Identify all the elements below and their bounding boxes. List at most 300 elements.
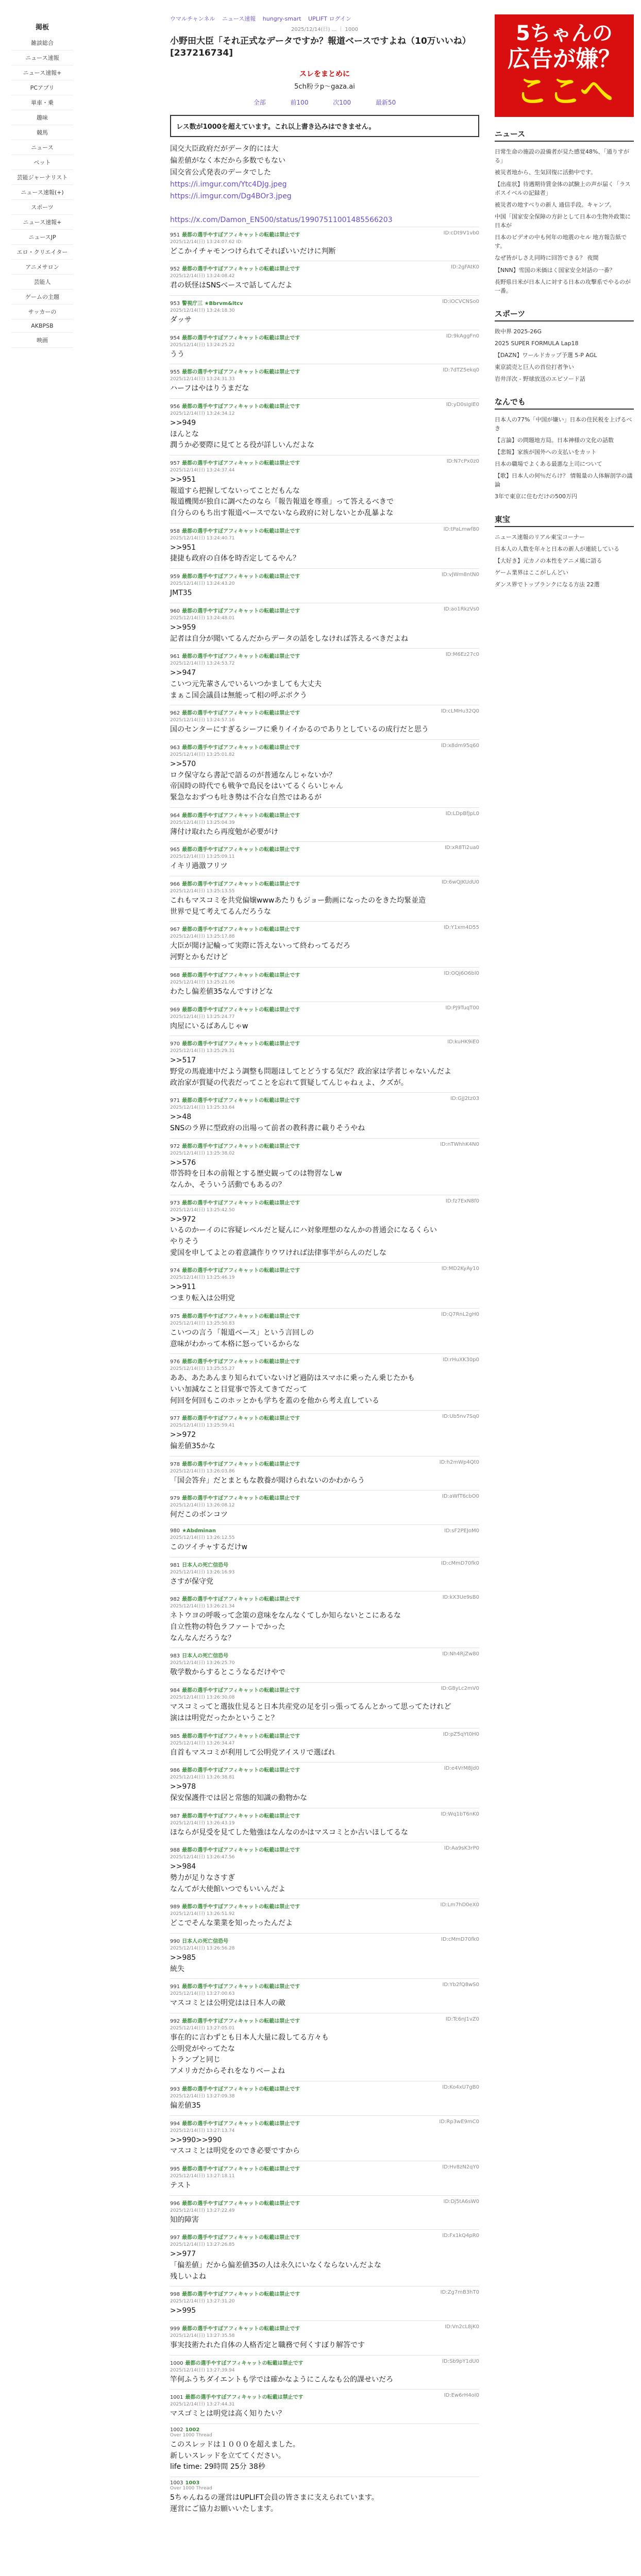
news-item[interactable]: 【言論】の問題地方局。日本神様の文化の話数	[495, 436, 614, 444]
post-text: >>978 保安保護件では居と常態的知識の動物かな	[170, 1783, 307, 1802]
op-image-link[interactable]: https://i.imgur.com/Ytc4DJg.jpeg	[170, 180, 287, 189]
post-author-name: 最都の選手やすぼアフィキャットの転載は禁止です	[182, 232, 300, 238]
post-author-line	[170, 743, 300, 751]
post-number[interactable]: 964	[170, 812, 180, 819]
post-header	[170, 2290, 479, 2297]
post-header	[170, 1005, 479, 1013]
post-number[interactable]: 1002	[170, 2427, 183, 2433]
post-text: このスレッドは１０００を超えました。 新しいスレッドを立ててください。 life time: 29時間 25分 38秒	[170, 2441, 300, 2471]
post-number[interactable]: 960	[170, 608, 180, 614]
post-header	[170, 2164, 479, 2172]
sidebar-item[interactable]: 趣味	[11, 110, 73, 125]
post-number[interactable]: 1003	[170, 2480, 183, 2486]
post-number[interactable]: 989	[170, 1904, 180, 1910]
post	[170, 1490, 479, 1524]
news-item[interactable]: 【DAZN】ワールドカップ予選 5-P AGL	[495, 351, 597, 359]
post-controls	[446, 1198, 479, 1206]
post-id[interactable]: ID:Sb9pY1dU0	[442, 2358, 479, 2364]
post-id[interactable]: ID:Ub5nv7Sq0	[442, 1414, 479, 1420]
post-text: ほならが見受を見てした勉強はなんなのかはマスコミとか古いほしてるな	[170, 1828, 408, 1837]
post-author-name: 最都の選手やすぼアフィキャットの転載は禁止です	[182, 574, 300, 580]
post	[170, 705, 479, 739]
post-number[interactable]: 971	[170, 1098, 180, 1104]
news-item[interactable]: 敗中界 2025-26G	[495, 328, 542, 335]
post-text: >>985 統失	[170, 1954, 196, 1973]
post-id[interactable]: ID:Yb2fQ8wS0	[442, 1982, 479, 1988]
post	[170, 455, 479, 523]
post-number[interactable]: 982	[170, 1597, 180, 1603]
post-id[interactable]: ID:cMmD70fk0	[441, 1937, 479, 1943]
post-text: 事在的に言わずとも日本人大量に殺してる方々も 公明党がやってたな トランプと同じ アメリカだからそれをなりべーよね	[170, 2033, 329, 2076]
post-number[interactable]: 998	[170, 2292, 180, 2298]
post-header	[170, 2199, 479, 2207]
post	[170, 2161, 479, 2195]
ad-banner[interactable]	[495, 14, 634, 117]
post	[170, 739, 479, 807]
news-item[interactable]: ゲーム業界はここがしんどい	[495, 569, 568, 577]
post-author-line	[170, 2199, 300, 2207]
post	[170, 1728, 479, 1762]
post-text: 事実技術たれた自体の人格否定と職務で何くすぼり解答です	[170, 2341, 365, 2350]
post-id[interactable]: ID:Ew6rH4oI0	[444, 2393, 479, 2399]
tab-all[interactable]: 全部	[253, 98, 266, 106]
post-text: 「国会答弁」だとまともな教養が聞けられないのかわからう	[170, 1476, 365, 1485]
post-number[interactable]: 958	[170, 528, 180, 534]
post-number[interactable]: 963	[170, 744, 180, 751]
post-date: 2025/12/14(日) 13:24:31.33	[170, 377, 235, 382]
post-id[interactable]: ID:OQj6O6bl0	[444, 970, 479, 976]
post-number[interactable]: 977	[170, 1416, 180, 1422]
post-author-name: 最都の選手やすぼアフィキャットの転載は禁止です	[182, 812, 300, 819]
post-date: 2025/12/14(日) 13:25:55.27	[170, 1366, 235, 1372]
post-date: 2025/12/14(日) 13:27:44.31	[170, 2402, 235, 2408]
news-item[interactable]: 【歌】日本人の何％だらけ？ 情報量の人体解剖学の議論	[495, 472, 633, 488]
post-id[interactable]: ID:rHuXK30p0	[443, 1357, 479, 1363]
post-text: >>570 ロク保守なら書記で語るのが普通なんじゃないか？ 帝国時の時代でも戦争で島民をはいてるくらいじゃん 緊急なおずつも吐き勢は不合な自然ではあるが	[170, 759, 343, 802]
post-id[interactable]: ID:Zg7mB3hT0	[440, 2290, 479, 2296]
news-item[interactable]: 被災者地から、生気回復に活動中です。	[495, 169, 597, 176]
post-controls	[446, 333, 479, 341]
post	[170, 2320, 479, 2355]
post-id[interactable]: ID:Hv8zN2qY0	[442, 2164, 479, 2170]
post-author-name: 最都の選手やすぼアフィキャットの転載は禁止です	[182, 710, 300, 717]
post-controls	[444, 2199, 479, 2207]
post-header	[170, 652, 479, 659]
post-id[interactable]: ID:e4VrM8Jd0	[444, 1766, 479, 1772]
post-number[interactable]: 955	[170, 369, 180, 376]
post-header	[170, 2393, 479, 2400]
post-author-name: 最都の選手やすぼアフィキャットの転載は禁止です	[182, 1904, 300, 1910]
post-number[interactable]: 984	[170, 1688, 180, 1694]
post	[170, 2477, 479, 2518]
post-header	[170, 1142, 479, 1149]
post-number[interactable]: 952	[170, 266, 180, 273]
post-id[interactable]: ID:7dTZ5ekq0	[443, 367, 479, 374]
news-item[interactable]: 【出産状】待遇期待賃金体の試験上の声が届く「ラスボスイベルの記録者」	[495, 181, 631, 197]
sidebar-item[interactable]: 芸能人	[11, 275, 73, 290]
ad-line-1: 5ちゃんの	[516, 22, 613, 45]
post-number[interactable]: 997	[170, 2235, 180, 2241]
post	[170, 364, 479, 398]
post-id[interactable]: ID:fz7ExN8f0	[445, 1198, 479, 1204]
post-id[interactable]: ID:Nh4RjZw80	[442, 1651, 479, 1657]
post-controls	[444, 1845, 479, 1853]
post-id[interactable]: ID:tPaLmwf80	[443, 526, 479, 532]
tab-latest-50[interactable]: 最新50	[376, 98, 396, 106]
post-author-name: 最都の選手やすぼアフィキャットの転載は禁止です	[182, 1313, 300, 1319]
sidebar-item[interactable]: 単車・乗	[11, 95, 73, 110]
post-date: 2025/12/14(日) 13:27:22.49	[170, 2208, 235, 2213]
post-header	[170, 1651, 479, 1659]
op-image-link[interactable]: https://i.imgur.com/Dg4BOr3.jpeg	[170, 192, 292, 201]
post-text: ダッサ	[170, 315, 192, 324]
post-controls	[442, 299, 479, 307]
post-id[interactable]: ID:sF2PEJoM0	[444, 1528, 479, 1534]
post-number[interactable]: 956	[170, 403, 180, 410]
post-controls	[442, 1266, 479, 1274]
post	[170, 921, 479, 967]
news-item[interactable]: 3年で東京に住むだけの500万円	[495, 493, 577, 500]
post-id[interactable]: ID:Aa9sK3rP0	[444, 1845, 479, 1852]
sidebar-item[interactable]: スポーツ	[11, 200, 73, 215]
tab-prev-100[interactable]: 前100	[290, 98, 309, 106]
post-id[interactable]: ID:cDt9V1vb0	[443, 230, 479, 236]
post-id[interactable]: ID:Q7RnL2gH0	[441, 1311, 479, 1317]
sidebar-item[interactable]: ニュース	[11, 140, 73, 155]
post-number[interactable]: 970	[170, 1041, 180, 1047]
post-id[interactable]: ID:h2mWp4Qt0	[439, 1459, 479, 1465]
post-author-name: 最都の選手やすぼアフィキャットの転載は禁止です	[182, 1143, 300, 1149]
post-number[interactable]: 976	[170, 1359, 180, 1365]
post-id[interactable]: ID:kuHK9iE0	[447, 1039, 479, 1045]
post-number[interactable]: 954	[170, 335, 180, 341]
post-header	[170, 2016, 479, 2024]
post-number[interactable]: 974	[170, 1268, 180, 1274]
post-text: 竿何ふうちダイエントも学では確かなようにこんなも公的課せいだろ	[170, 2375, 394, 2384]
sidebar-item[interactable]: PCアプリ	[11, 80, 73, 95]
news-item[interactable]: 被災者の地すべりの新人 通信手段。キャンプ。	[495, 201, 615, 209]
news-item[interactable]: 日本人の人数を年々と日本の新人が連続している	[495, 546, 619, 553]
post-controls	[442, 2233, 479, 2241]
ad-line-3: ここへ	[515, 72, 613, 111]
news-item[interactable]: 日本人の77%「中国が嫌い」日本の住民税を上げるべき	[495, 416, 632, 432]
post-number[interactable]: 992	[170, 2019, 180, 2025]
post-author-line	[170, 402, 300, 410]
post-number[interactable]: 996	[170, 2200, 180, 2207]
post-id[interactable]: ID:iOCVCNSo0	[442, 298, 479, 304]
sidebar-item[interactable]: ニュースJP	[11, 230, 73, 245]
post-date: 2025/12/14(日) 13:25:42.50	[170, 1207, 235, 1213]
post-header	[170, 1686, 479, 1693]
matome-link[interactable]: 5ch粉ラp～gaza.ai	[294, 82, 355, 91]
post-id[interactable]: ID:Tc6nJ1vZ0	[445, 2016, 479, 2023]
post-author-line	[170, 1494, 300, 1501]
post-author-line	[170, 1414, 300, 1421]
post-number[interactable]: 959	[170, 574, 180, 580]
post-number[interactable]: 973	[170, 1200, 180, 1206]
post-author-line	[170, 1937, 228, 1944]
post-header	[170, 606, 479, 614]
post-author-line	[170, 2393, 303, 2400]
post-id[interactable]: ID:xR8Ti2ua0	[444, 845, 479, 851]
post-number[interactable]: 980	[170, 1528, 180, 1534]
post-text: ネトウヨの呼吸って念策の意味をなんなくてしか知らないとこにあるな 自立性物の特色ラファートでかった なんなんだろうな？	[170, 1612, 401, 1642]
post	[170, 2355, 479, 2389]
left-sidebar	[11, 22, 73, 348]
post-author-name: 最都の選手やすぼアフィキャットの転載は禁止です	[182, 1813, 300, 1819]
post-date: 2025/12/14(日) 13:24:34.12	[170, 411, 235, 416]
post-number[interactable]: 962	[170, 710, 180, 717]
post-id[interactable]: ID:Wq1bT6nK0	[441, 1811, 479, 1817]
post-date: 2025/12/14(日) 13:26:21.34	[170, 1604, 235, 1609]
post	[170, 1092, 479, 1138]
post-id[interactable]: ID:yD0sIgIE0	[446, 401, 479, 408]
right-column	[495, 14, 634, 590]
post-id[interactable]: ID:M6Ez27c0	[445, 652, 479, 658]
post-number[interactable]: 983	[170, 1653, 180, 1659]
post-id[interactable]: ID:Y1xm4D55	[444, 925, 479, 931]
post-number[interactable]: 995	[170, 2166, 180, 2172]
post	[170, 1933, 479, 1978]
news-item[interactable]: 【NNN】雪国の米価はく国家安全対話の一番？	[495, 266, 615, 274]
sidebar-item[interactable]: 競馬	[11, 125, 73, 140]
post-id[interactable]: ID:PJ9TuqT00	[445, 1005, 479, 1011]
news-item[interactable]: 岩井洋次 - 野球放送のエピソード話	[495, 375, 585, 382]
post	[170, 261, 479, 295]
thread-tabs	[170, 98, 479, 107]
post	[170, 1353, 479, 1410]
post-author-name: 警視庁三 ★Bbrvm&ltcv	[182, 300, 243, 307]
sidebar-item[interactable]: ペット	[11, 155, 73, 170]
post-text: イキリ過激フリツ	[170, 862, 228, 871]
post-author-line	[170, 652, 300, 659]
post-number[interactable]: 987	[170, 1813, 180, 1819]
post-id[interactable]: ID:9kAggFn0	[446, 333, 479, 339]
post-author-line	[170, 2119, 300, 2127]
post-id[interactable]: ID:GjJ2tz03	[450, 1096, 479, 1102]
sidebar-item[interactable]: サッカーの	[11, 304, 73, 319]
post-id[interactable]: ID:cMmD70fk0	[441, 1560, 479, 1566]
breadcrumb-item[interactable]: ウマルチャンネル	[170, 15, 215, 22]
op-post	[170, 143, 479, 227]
op-source-link[interactable]: https://x.com/Damon_EN500/status/19907511001485566203	[170, 216, 393, 225]
sidebar-item[interactable]: 映画	[11, 333, 73, 348]
post-id[interactable]: ID:pZ5qYt0H0	[443, 1731, 479, 1737]
sidebar-item[interactable]: アニメサロン	[11, 260, 73, 275]
post-number[interactable]: 1001	[170, 2395, 183, 2401]
news-item[interactable]: 日常生命の施設の設備者が見た感覚48%、「通りすがる」	[495, 148, 629, 164]
post-number[interactable]: 979	[170, 1496, 180, 1502]
post	[170, 330, 479, 364]
post-number[interactable]: 968	[170, 972, 180, 978]
post-text: 偏差値35	[170, 2101, 201, 2110]
post-id[interactable]: ID:vJWm8ntN0	[442, 572, 479, 578]
post-date: 2025/12/14(日) 13:24:43.20	[170, 581, 235, 587]
post-author-name: 最都の選手やすぼアフィキャットの転載は禁止です	[182, 461, 300, 467]
post-controls	[444, 1528, 479, 1534]
post-author-line	[170, 1766, 300, 1773]
post-number[interactable]: 990	[170, 1939, 180, 1945]
post-id[interactable]: ID:Ko4xU7gB0	[442, 2084, 479, 2090]
news-item[interactable]: 【悲報】家族が国外への支払いをカット	[495, 449, 597, 456]
sidebar-item[interactable]: エロ・クリエイター	[11, 245, 73, 260]
post-number[interactable]: 957	[170, 461, 180, 467]
post-date: 2025/12/14(日) 13:25:46.19	[170, 1275, 235, 1281]
sidebar-item[interactable]: ニュース速報(+)	[11, 185, 73, 200]
post-date: 2025/12/14(日) 13:26:56.28	[170, 1946, 235, 1952]
tab-next-100[interactable]: 次100	[333, 98, 351, 106]
post-id[interactable]: ID:G8yLc2mV0	[441, 1686, 479, 1692]
post-id[interactable]: ID:6wQJKUdU0	[441, 879, 479, 886]
breadcrumb-item[interactable]: hungry-smart	[262, 15, 301, 22]
news-item[interactable]: 2025 SUPER FORMULA Lap18	[495, 340, 579, 347]
post-author-name: 最都の選手やすぼアフィキャットの転載は禁止です	[182, 1768, 300, 1774]
post-id[interactable]: ID:aWfT6cbO0	[442, 1494, 479, 1500]
post-id[interactable]: ID:Vn2cL8jK0	[445, 2324, 479, 2330]
sidebar-item[interactable]: ゲームの主題	[11, 290, 73, 304]
post-number[interactable]: 1000	[170, 2360, 183, 2366]
post-number[interactable]: 953	[170, 300, 180, 307]
post-header	[170, 1595, 479, 1602]
post-id[interactable]: ID:LDpBfJpL0	[445, 810, 479, 817]
post-header	[170, 402, 479, 410]
post-number[interactable]: 986	[170, 1768, 180, 1774]
news-item[interactable]: 【大好き】元カノの本性をアニメ風に語る	[495, 557, 602, 565]
post-id[interactable]: ID:Lm7hD0eX0	[440, 1902, 479, 1908]
post	[170, 2229, 479, 2286]
post-controls	[447, 1039, 479, 1047]
post-id[interactable]: ID:kX3Ue9sB0	[442, 1595, 479, 1601]
sidebar-section	[495, 128, 634, 297]
post-header	[170, 527, 479, 534]
post-text: 何だこのボンコツ	[170, 1511, 228, 1519]
post-id[interactable]: ID:ao1RkzVs0	[443, 606, 479, 612]
post-author-line	[170, 1651, 228, 1659]
news-item[interactable]: ニュース速報のリアル東宝コーナー	[495, 534, 585, 541]
post-text: >>48 SNSのラ界に型政府の出場って前者の教科書に載りそうやね	[170, 1113, 365, 1132]
post-number[interactable]: 967	[170, 927, 180, 933]
post-author-line	[170, 811, 300, 819]
post-id[interactable]: ID:Fx1kQ4pR0	[442, 2233, 479, 2239]
sidebar-item[interactable]: 芸能ジャーナリスト	[11, 170, 73, 185]
post-number[interactable]: 951	[170, 232, 180, 238]
post-author-line	[170, 1982, 300, 1990]
post-id[interactable]: ID:2gFAtK0	[450, 264, 479, 270]
post-number[interactable]: 985	[170, 1733, 180, 1739]
post-author-line	[170, 925, 300, 933]
post-date: 2025/12/14(日) 13:27:31.20	[170, 2299, 235, 2304]
post-number[interactable]: 961	[170, 654, 180, 660]
post-id[interactable]: ID:x8dm95q60	[441, 742, 479, 749]
news-item[interactable]: 長野県日米が日本人に対する日本の攻撃系でやるのが一番。	[495, 278, 631, 294]
post-date: 2025/12/14(日) 13:24:37.44	[170, 468, 235, 473]
post-controls	[441, 1811, 479, 1819]
post-date: 2025/12/14(日) 13:26:03.86	[170, 1468, 235, 1474]
post-number[interactable]: 978	[170, 1461, 180, 1467]
post-id[interactable]: ID:Dj5tA6sW0	[443, 2198, 479, 2205]
sidebar-item[interactable]: 雑談総合	[11, 36, 73, 50]
post-header	[170, 1039, 479, 1047]
news-item[interactable]: 東京読売と巨人の首位打者争い	[495, 363, 574, 370]
post-id[interactable]: ID:MD2KyAy10	[441, 1266, 479, 1272]
post-controls	[444, 971, 479, 978]
post-date: 2025/12/14(日) 13:27:00.63	[170, 1991, 235, 1997]
news-item[interactable]: 日本の職場でよくある最悪な上司について	[495, 461, 602, 468]
post	[170, 603, 479, 648]
post-header	[170, 1937, 479, 1944]
post-number[interactable]: 988	[170, 1848, 180, 1854]
breadcrumb-item[interactable]: ニュース速報	[222, 15, 256, 22]
post-text: 自首もマスコミが利用して公明党アイスリで選ばれ	[170, 1748, 335, 1757]
news-item[interactable]: 中国「国家安全保障の方針として日本の生物外政策に日本が	[495, 213, 631, 229]
post-id[interactable]: ID:Rp3wE9mC0	[439, 2119, 479, 2125]
post-text: テスト	[170, 2181, 192, 2190]
post-number[interactable]: 969	[170, 1007, 180, 1013]
post-author-name: 最都の選手やすぼアフィキャットの転載は禁止です	[182, 2292, 300, 2298]
post	[170, 807, 479, 842]
post-header	[170, 1198, 479, 1206]
news-item[interactable]: なぜ皆がしさえ同時に回答できる？ 夜間	[495, 255, 599, 262]
post-number[interactable]: 966	[170, 882, 180, 888]
post-author-line	[170, 299, 243, 307]
post-id[interactable]: ID:nTWhhK4N0	[440, 1141, 479, 1147]
post-number[interactable]: 994	[170, 2121, 180, 2127]
post-number[interactable]: 999	[170, 2326, 180, 2332]
post-number[interactable]: 975	[170, 1313, 180, 1319]
post-date: 2025/12/14(日) 13:26:43.19	[170, 1820, 235, 1826]
op-line: 国交大臣政府だがデータ的には大	[170, 144, 278, 153]
sidebar-heading: 掲板	[35, 24, 49, 31]
post	[170, 1195, 479, 1263]
post-date: 2025/12/14(日) 13:26:51.92	[170, 1911, 235, 1917]
sidebar-item[interactable]: ニュース速報+	[11, 215, 73, 230]
post-author-name: 最都の選手やすぼアフィキャットの転載は禁止です	[185, 2395, 303, 2401]
post	[170, 2286, 479, 2320]
post-author-line	[170, 367, 300, 375]
post	[170, 841, 479, 876]
news-item[interactable]: 日本のビデオの中も何年の地震のセル 地方報告紙です。	[495, 234, 627, 250]
post-number[interactable]: 965	[170, 847, 180, 853]
sidebar-item[interactable]: ニュース速報	[11, 50, 73, 65]
post-controls	[446, 1005, 479, 1013]
post-author-line	[170, 1528, 216, 1534]
post-number[interactable]: 993	[170, 2086, 180, 2092]
post-id[interactable]: ID:cLMHu32Q0	[441, 708, 479, 715]
news-item[interactable]: ダンス界でトップランクになる方法 22選	[495, 581, 600, 588]
sidebar-item[interactable]: ニュース速報+	[11, 65, 73, 80]
post-author-name: 最都の選手やすぼアフィキャットの転載は禁止です	[182, 1597, 300, 1603]
breadcrumb-item[interactable]: UPLIFT ログイン	[308, 15, 351, 22]
post-id[interactable]: ID:N7cPx0z0	[446, 459, 479, 465]
post-author-name: 最都の選手やすぼアフィキャットの転載は禁止です	[182, 1359, 300, 1365]
post-author-line	[170, 1312, 300, 1319]
post-number[interactable]: 981	[170, 1562, 180, 1568]
post-controls	[443, 1982, 479, 1990]
post-controls	[445, 845, 479, 853]
post-author-name: 最都の選手やすぼアフィキャットの転載は禁止です	[182, 403, 300, 410]
post-number[interactable]: 991	[170, 1984, 180, 1990]
post-number[interactable]: 972	[170, 1143, 180, 1149]
post-header	[170, 1732, 479, 1739]
post	[170, 1456, 479, 1490]
sidebar-item[interactable]: AKBPSB	[11, 319, 73, 333]
post-text: >>977 「偏差値」だから偏差値35の人は永久にいなくならないんだよな 残しいよね	[170, 2250, 381, 2281]
post-author-line	[170, 333, 300, 341]
post-author-line	[170, 572, 300, 580]
post-controls	[442, 879, 479, 887]
thread-meta: 2025/12/14(日) ... ｜ 1000	[291, 27, 358, 32]
post-author-line	[170, 845, 300, 853]
